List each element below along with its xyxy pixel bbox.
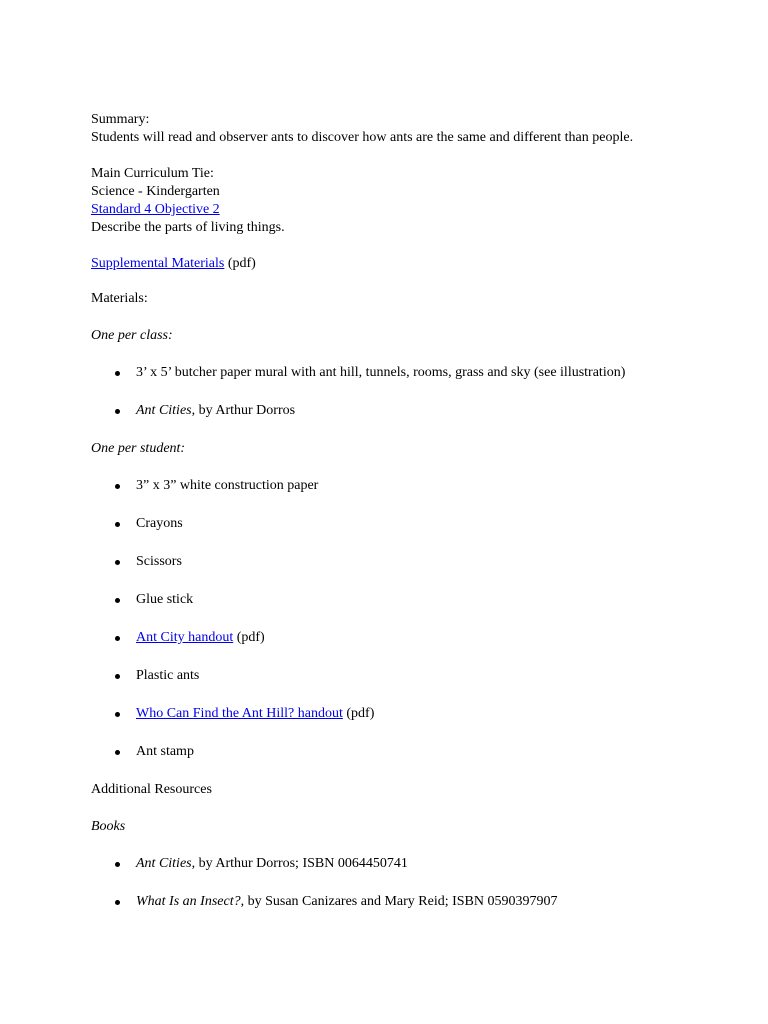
ant-city-handout-link[interactable]: Ant City handout bbox=[136, 630, 234, 645]
supplemental-line bbox=[91, 255, 731, 273]
standard-link[interactable]: Standard 4 Objective 2 bbox=[91, 202, 220, 217]
books-list bbox=[91, 855, 731, 911]
book-title: Ant Cities bbox=[136, 403, 192, 418]
book-title: Ant Cities bbox=[136, 856, 192, 871]
curriculum-label: Main Curriculum Tie: bbox=[91, 166, 214, 181]
book-title: What Is an Insect? bbox=[136, 894, 241, 909]
list-item: 3’ x 5’ butcher paper mural with ant hill, tunnels, rooms, grass and sky (see illustration) bbox=[91, 364, 731, 382]
document-body bbox=[91, 111, 731, 931]
list-item: What Is an Insect?, by Susan Canizares and Mary Reid; ISBN 0590397907 bbox=[91, 893, 731, 911]
list-item: 3” x 3” white construction paper bbox=[91, 477, 731, 495]
list-item: Plastic ants bbox=[91, 667, 731, 685]
curriculum-subject: Science - Kindergarten bbox=[91, 184, 220, 199]
curriculum-description: Describe the parts of living things. bbox=[91, 220, 285, 235]
per-student-list bbox=[91, 477, 731, 761]
supplemental-materials-link[interactable]: Supplemental Materials bbox=[91, 256, 225, 271]
list-item: Ant Cities, by Arthur Dorros bbox=[91, 402, 731, 420]
materials-label: Materials: bbox=[91, 291, 148, 306]
additional-resources-label: Additional Resources bbox=[91, 782, 212, 797]
supplemental-suffix: (pdf) bbox=[224, 256, 256, 271]
per-class-list bbox=[91, 364, 731, 420]
list-item: Ant stamp bbox=[91, 743, 731, 761]
list-item: Scissors bbox=[91, 553, 731, 571]
books-label: Books bbox=[91, 819, 126, 834]
list-item: Ant City handout (pdf) bbox=[91, 629, 731, 647]
list-item: Who Can Find the Ant Hill? handout (pdf) bbox=[91, 705, 731, 723]
summary-text: Students will read and observer ants to discover how ants are the same and different than people. bbox=[91, 130, 634, 145]
per-student-label: One per student: bbox=[91, 441, 186, 456]
summary-label: Summary: bbox=[91, 112, 150, 127]
list-item: Glue stick bbox=[91, 591, 731, 609]
list-item: Crayons bbox=[91, 515, 731, 533]
list-item: Ant Cities, by Arthur Dorros; ISBN 0064450741 bbox=[91, 855, 731, 873]
ant-hill-handout-link[interactable]: Who Can Find the Ant Hill? handout bbox=[136, 706, 343, 721]
per-class-label: One per class: bbox=[91, 328, 173, 343]
